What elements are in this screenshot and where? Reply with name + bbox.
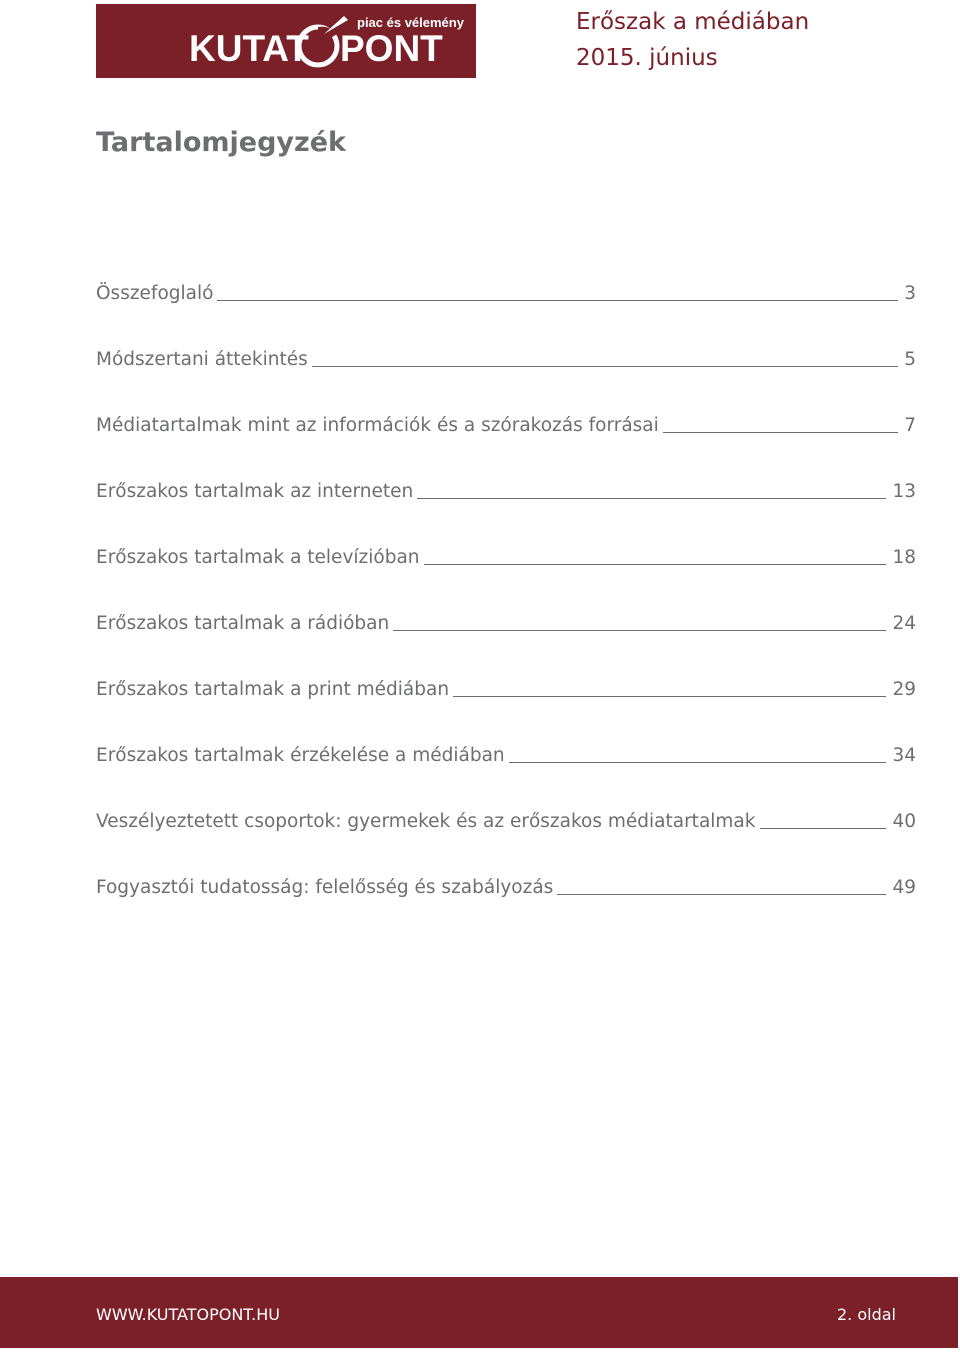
document-header <box>576 4 809 76</box>
toc-entry-page: 40 <box>892 811 916 832</box>
toc-entry-label: Erőszakos tartalmak a rádióban <box>96 613 390 634</box>
toc-leader-line <box>424 564 887 565</box>
toc-entry-label: Fogyasztói tudatosság: felelősség és szabályozás <box>96 877 554 898</box>
table-of-contents <box>96 240 916 900</box>
toc-entry-label: Veszélyeztetett csoportok: gyermekek és az erőszakos médiatartalmak <box>96 811 756 832</box>
logo-tagline: piac és vélemény <box>357 15 464 30</box>
toc-leader-line <box>557 894 886 895</box>
toc-leader-line <box>312 366 898 367</box>
footer-page-number: 2. oldal <box>837 1305 896 1324</box>
toc-leader-line <box>217 300 898 301</box>
document-date: 2015. június <box>576 45 718 71</box>
toc-leader-line <box>453 696 886 697</box>
toc-entry-label: Módszertani áttekintés <box>96 349 308 370</box>
toc-entry[interactable] <box>96 702 916 768</box>
toc-entry-label: Erőszakos tartalmak a televízióban <box>96 547 420 568</box>
logo-graphic <box>96 4 476 78</box>
kutatopont-logo <box>96 4 476 78</box>
toc-entry-label: Összefoglaló <box>96 283 214 304</box>
toc-entry-page: 18 <box>892 547 916 568</box>
toc-entry[interactable] <box>96 636 916 702</box>
toc-leader-line <box>509 762 887 763</box>
toc-entry[interactable] <box>96 834 916 900</box>
toc-entry-page: 29 <box>892 679 916 700</box>
logo-text-left: KUTAT <box>189 28 309 69</box>
footer-website[interactable]: WWW.KUTATOPONT.HU <box>96 1305 280 1324</box>
toc-entry-label: Erőszakos tartalmak az interneten <box>96 481 414 502</box>
toc-entry[interactable] <box>96 570 916 636</box>
toc-title: Tartalomjegyzék <box>96 127 347 158</box>
toc-entry-label: Médiatartalmak mint az információk és a szórakozás forrásai <box>96 415 659 436</box>
toc-entry-page: 34 <box>892 745 916 766</box>
toc-entry[interactable] <box>96 438 916 504</box>
toc-entry-page: 49 <box>892 877 916 898</box>
toc-entry-label: Erőszakos tartalmak érzékelése a médiában <box>96 745 505 766</box>
page-footer <box>0 1277 958 1348</box>
toc-leader-line <box>417 498 886 499</box>
toc-entry[interactable] <box>96 306 916 372</box>
toc-entry[interactable] <box>96 240 916 306</box>
toc-entry-label: Erőszakos tartalmak a print médiában <box>96 679 450 700</box>
toc-leader-line <box>663 432 898 433</box>
toc-entry[interactable] <box>96 504 916 570</box>
toc-entry[interactable] <box>96 372 916 438</box>
toc-entry-page: 5 <box>904 349 916 370</box>
logo-text-right: PONT <box>340 28 443 69</box>
toc-entry[interactable] <box>96 768 916 834</box>
toc-entry-page: 7 <box>904 415 916 436</box>
toc-entry-page: 3 <box>904 283 916 304</box>
toc-leader-line <box>393 630 886 631</box>
toc-leader-line <box>760 828 887 829</box>
document-title: Erőszak a médiában <box>576 9 810 35</box>
toc-entry-page: 24 <box>892 613 916 634</box>
toc-entry-page: 13 <box>892 481 916 502</box>
